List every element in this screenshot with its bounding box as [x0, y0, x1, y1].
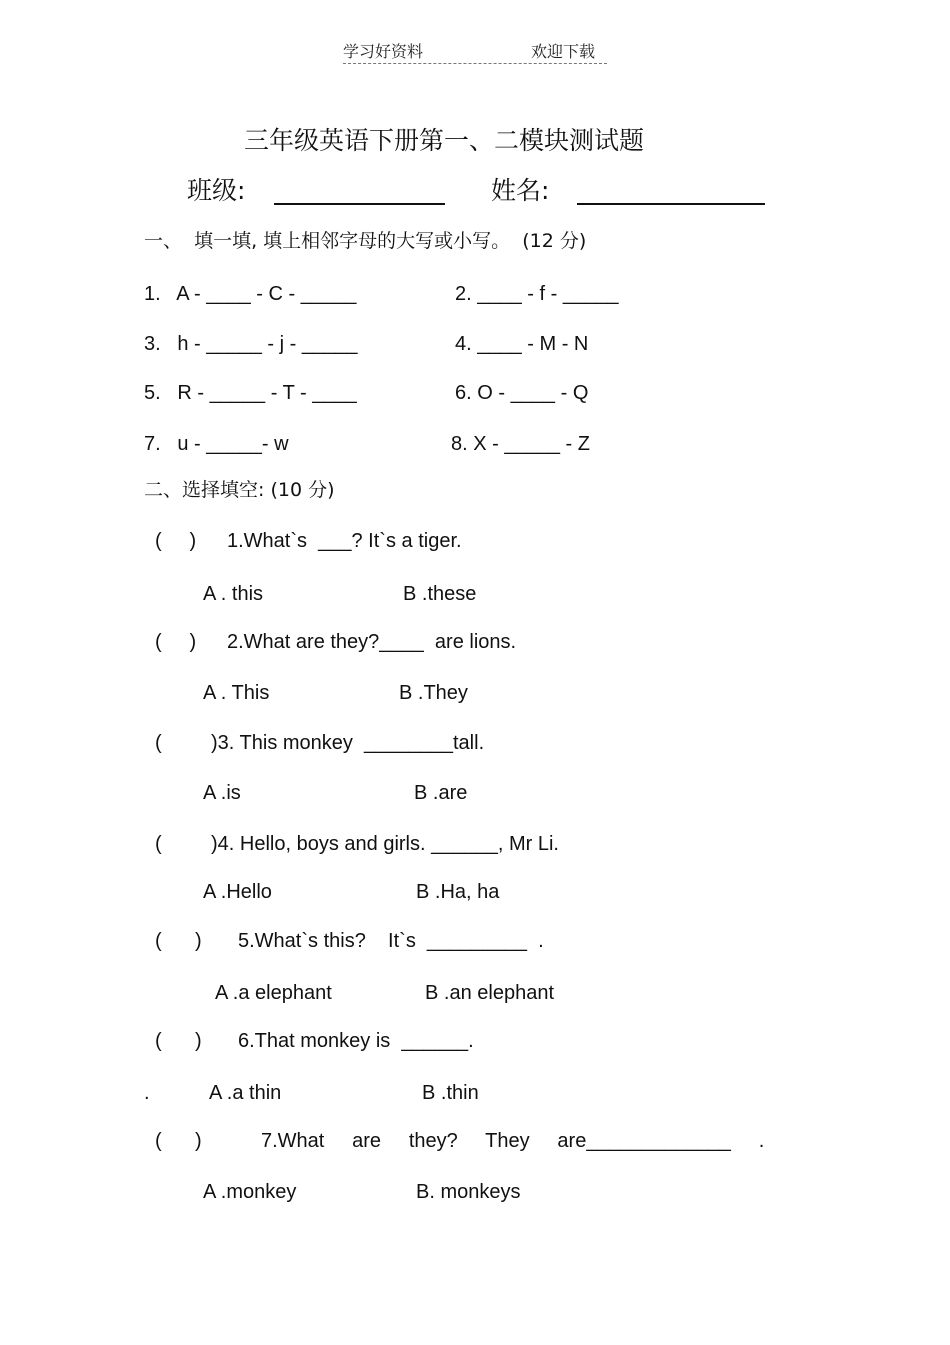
letter-item: 5. R - _____ - T - ____	[144, 382, 357, 404]
option-a: A . this	[203, 583, 264, 605]
option-b: B .thin	[422, 1082, 479, 1104]
question-stem: 7.What are they? They are_____________ .	[261, 1130, 765, 1152]
class-blank[interactable]	[274, 203, 445, 205]
name-label: 姓名:	[491, 176, 550, 205]
question-stem: )4. Hello, boys and girls. ______, Mr Li.	[211, 833, 559, 855]
option-a: A .a elephant	[215, 982, 332, 1004]
letter-item: 7. u - _____- w	[144, 433, 289, 455]
option-a: A .monkey	[203, 1181, 297, 1203]
option-b: B .They	[399, 682, 468, 704]
option-a: A . This	[203, 682, 270, 704]
answer-paren[interactable]: (	[155, 732, 190, 754]
question-stem: 5.What`s this? It`s _________ .	[238, 930, 544, 952]
stray-dot: .	[144, 1082, 150, 1104]
letter-item: 8. X - _____ - Z	[451, 433, 590, 455]
letter-item: 1. A - ____ - C - _____	[144, 283, 357, 305]
option-b: B .are	[414, 782, 468, 804]
answer-paren[interactable]: ( )	[155, 1030, 202, 1052]
answer-paren[interactable]: ( )	[155, 631, 197, 653]
letter-item: 2. ____ - f - _____	[455, 283, 619, 305]
header-left-text: 学习好资料	[343, 42, 424, 61]
class-label: 班级:	[187, 176, 246, 205]
answer-paren[interactable]: (	[155, 833, 190, 855]
question-stem: )3. This monkey ________tall.	[211, 732, 485, 754]
letter-item: 6. O - ____ - Q	[455, 382, 589, 404]
answer-paren[interactable]: ( )	[155, 530, 197, 552]
answer-paren[interactable]: ( )	[155, 930, 202, 952]
letter-item: 3. h - _____ - j - _____	[144, 333, 358, 355]
section2-heading: 二、选择填空: (10 分)	[144, 479, 335, 501]
section1-heading: 一、 填一填, 填上相邻字母的大写或小写。 (12 分)	[144, 230, 587, 252]
option-a: A .a thin	[209, 1082, 282, 1104]
question-stem: 6.That monkey is ______.	[238, 1030, 474, 1052]
option-b: B .these	[403, 583, 477, 605]
option-b: B .Ha, ha	[416, 881, 500, 903]
answer-paren[interactable]: ( )	[155, 1130, 202, 1152]
question-stem: 2.What are they?____ are lions.	[227, 631, 517, 653]
question-stem: 1.What`s ___? It`s a tiger.	[227, 530, 462, 552]
header-right-text: 欢迎下载	[531, 42, 596, 61]
letter-item: 4. ____ - M - N	[455, 333, 589, 355]
option-a: A .Hello	[203, 881, 272, 903]
option-b: B .an elephant	[425, 982, 554, 1004]
option-a: A .is	[203, 782, 241, 804]
name-blank[interactable]	[577, 203, 765, 205]
page-title: 三年级英语下册第一、二模块测试题	[244, 126, 645, 155]
option-b: B. monkeys	[416, 1181, 521, 1203]
header-divider	[343, 63, 607, 64]
